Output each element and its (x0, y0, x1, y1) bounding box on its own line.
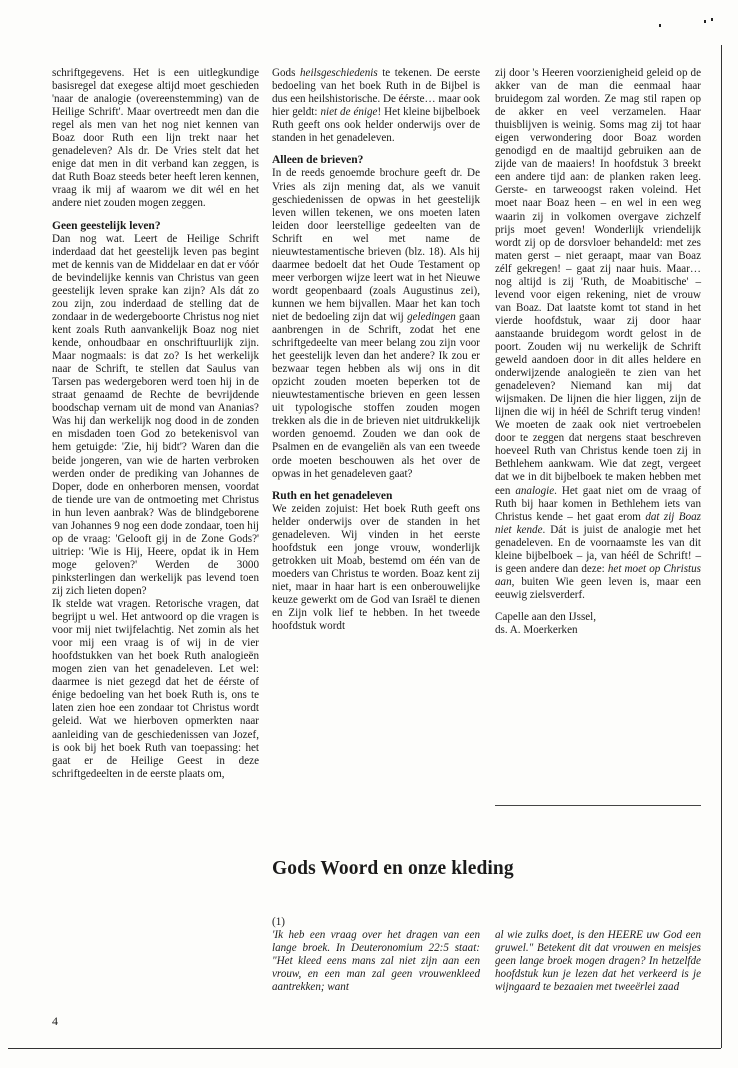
column-1 (52, 67, 259, 781)
column-3 (495, 67, 701, 637)
subheading-ruth-en-het-genadeleven: Ruth en het genadeleven (272, 489, 393, 502)
signature-author: ds. A. Moerkerken (495, 623, 578, 636)
col2-paragraph-3: We zeiden zojuist: Het boek Ruth geeft ons helder onderwijs over de standen in het genadeleven. Wij vinden in het eerste hoofdstuk een jonge vrouw, wonderlijk getrokken uit Moab, bestemd om één van de moeders van Christus te worden. Boaz kent zij niet, maar in haar hart is een onberouwelijke keuze gewerkt om de God van Israël te dienen en Zijn volk lief te hebben. In het tweede hoofdstuk wordt (272, 502, 480, 633)
col1-paragraph-3: Ik stelde wat vragen. Retorische vragen, dat begrijpt u wel. Het antwoord op die vragen is voor mij niet twijfelachtig. Net zomin als het voor mij een vraag is of wij in de vier hoofdstukken van het boek Ruth analogieën mogen zien van het genadeleven. Let wel: daarmee is niet gezegd dat het de éérste of énige bedoeling van het boek Ruth is, ons te laten zien hoe een zondaar tot Christus wordt geleid. Wat we hierboven opmerkten naar aanleiding van de geschiedenissen van Jozef, is ook bij het boek Ruth van toepassing: het gaat er de Heilige Geest in deze schriftgedeelten in de eerste plaats om, (52, 598, 259, 780)
col1-paragraph-2: Dan nog wat. Leert de Heilige Schrift inderdaad dat het geestelijk leven pas begint met de kennis van de Middelaar en dat er vóór de bevindelijke kennis van Christus van geen geestelijk leven sprake kan zijn? Als dát zo zou zijn, zou inderdaad de stelling dat de zondaar in de wedergeboorte Christus nog niet kent zoals Ruth aanvankelijk Boaz nog niet kende, onhoudbaar en onschriftuurlijk zijn. Maar nogmaals: is dat zo? Is het werkelijk naar de Schrift, te stellen dat Saulus van Tarsen pas wedergeboren werd toen hij in de straat genaamd de Rechte de bevrijdende boodschap vernam uit de mond van Ananias? Was hij dan werkelijk nog dood in de zonden en misdaden toen God zo betekenisvol van hem getuigde: 'Zie, hij bidt'? Waren dan die beide jongeren, van wie de harten verbroken werden onder de prediking van Johannes de Doper, dode en onherboren mensen, voordat de tiende ure van de ontmoeting met Christus in hun leven aanbrak? Was de blindgeborene van Johannes 9 nog een dode zondaar, toen hij op de vraag: 'Gelooft gij in de Zone Gods?' uitriep: 'Wie is Hij, Heere, opdat ik in Hem moge geloven?' Werden de 3000 pinksterlingen dan werkelijk pas levend toen zij zich lieten dopen? (52, 232, 259, 597)
col2-paragraph-1: Gods heilsgeschiedenis te tekenen. De eerste bedoeling van het boek Ruth in de Bijbel is dus een heilshistorische. De éérste… maar ook hier geldt: niet de énige! Het kleine bijbelboek Ruth geeft ons ook helder onderwijs over de standen in het genadeleven. (272, 67, 481, 145)
scan-speck (704, 20, 706, 23)
article-title: Gods Woord en onze kleding (272, 858, 514, 879)
article-column-right (495, 929, 701, 994)
subheading-geen-geestelijk-leven: Geen geestelijk leven? (52, 219, 161, 232)
article-number: (1) (272, 916, 285, 928)
subheading-alleen-de-brieven: Alleen de brieven? (272, 154, 364, 167)
bottom-rule (8, 1048, 721, 1049)
column-2 (272, 67, 480, 633)
scan-speck (711, 18, 713, 21)
scan-speck (659, 24, 661, 27)
signature-place: Capelle aan den IJssel, (495, 610, 597, 623)
page-edge-rule (721, 45, 722, 1048)
signature-rule (495, 805, 701, 806)
col3-paragraph-1: zij door 's Heeren voorzienigheid geleid op de akker van de man die eenmaal haar bruidegom zal worden. Ze mag stil rapen op de akker en veel verzamelen. Haar thuisblijven is weinig. Soms mag zij tot haar eigen verwondering door Boaz worden genodigd en de maaltijd gebruiken aan de zijde van de maaiers! In hoofdstuk 3 breekt een andere tijd aan: de planken raken leeg. Gerste- en tarweoogst raken voleind. Het moet naar Boaz heen – en wel in een weg waarin zij in volkomen overgave zichzelf prijs moet geven! Wonderlijk vriendelijk wordt zij op de dorsvloer behandeld: met zes maten gerst – niet geraapt, maar van Boaz zélf gekregen! – gaat zij naar huis. Maar… nog altijd is zij 'Ruth, de Moabitische' – levend voor eigen rekening, niet de vrouw van Boaz. Dat laatste komt tot stand in het vierde hoofdstuk, waar zij door haar aanstaande bruidegom wordt gelost in de poort. Zouden wij nu werkelijk de Schrift geweld aandoen door in dit alles heldere en onderwijzende analogieën te zien van het genadeleven? Niemand kan mij dat wijsmaken. De lijnen die hier liggen, zijn de lijnen die wij in héél de Schrift terug vinden! We moeten de zaak ook niet vertroebelen door te zeggen dat nergens staat beschreven hoeveel Ruth van Christus kende toen zij in Bethlehem aankwam. Wie dat zegt, vergeet dat we in dit bijbelboek te maken hebben met een analogie. Het gaat niet om de vraag of Ruth bij haar komen in Bethlehem iets van Christus kende – het gaat erom dat zij Boaz niet kende. Dát is juist de analogie met het genadeleven. En de voornaamste les van dit kleine bijbelboek – ja, van héél de Schrift! – is geen andere dan deze: het moet op Christus aan, buiten Wie geen leven is, maar een eeuwig zielsverderf. (495, 67, 702, 601)
page-number: 4 (52, 1014, 58, 1028)
col1-paragraph-1: schriftgegevens. Het is een uitlegkundige basisregel dat exegese altijd moet geschieden 'naar de analogie (overeenstemming) van de Heilige Schrift'. Maar overtreedt men dan die regel als men van het nog niet kennen van Boaz door Ruth een lijn trekt naar het genadeleven? Als dr. De Vries stelt dat het enige dat men in dit verband kan zeggen, is dat Ruth Boaz steeds beter heeft leren kennen, vraag ik mij af waarom we dit wél en het andere niet zouden mogen zeggen. (52, 67, 259, 210)
article-text-right: al wie zulks doet, is den HEERE uw God een gruwel." Betekent dit dat vrouwen en meisjes geen lange broek mogen dragen? In hetzelfde hoofdstuk kun je lezen dat het verkeerd is je wijngaard te bezaaien met tweeërlei zaad (495, 929, 701, 994)
col2-paragraph-2: In de reeds genoemde brochure geeft dr. De Vries als zijn mening dat, als we vanuit geschiedenissen de opwas in het geestelijk leven willen tekenen, we ons moeten laten leiden door leerstellige gedeelten van de Schrift en wel met name de nieuwtestamentische brieven (blz. 18). Als hij daarmee bedoelt dat het Oude Testament op meer verborgen wijze leert wat in het Nieuwe wordt geopenbaard (zoals Augustinus zei), kunnen we hem bijvallen. Maar het kan toch niet de bedoeling zijn dat wij geledingen gaan aanbrengen in de Schrift, zodat het ene schriftgedeelte van meer belang zou zijn voor het geestelijk leven dan het andere? Ik zou er bezwaar tegen hebben als wij ons in dit opzicht zouden moeten beperken tot de nieuwtestamentische brieven en geen lessen uit typologische stoffen zouden mogen trekken als die in de brieven niet uitdrukkelijk worden genoemd. Zouden we dan ook de Psalmen en de evangeliën als van een tweede orde moeten beschouwen als het over de opwas in het genadeleven gaat? (272, 167, 481, 480)
article-text-left: 'Ik heb een vraag over het dragen van een lange broek. In Deuteronomium 22:5 staat: "Het kleed eens mans zal niet zijn aan een vrouw, en een man zal geen vrouwenkleed aantrekken; want (272, 929, 480, 994)
article-column-left (272, 916, 480, 994)
